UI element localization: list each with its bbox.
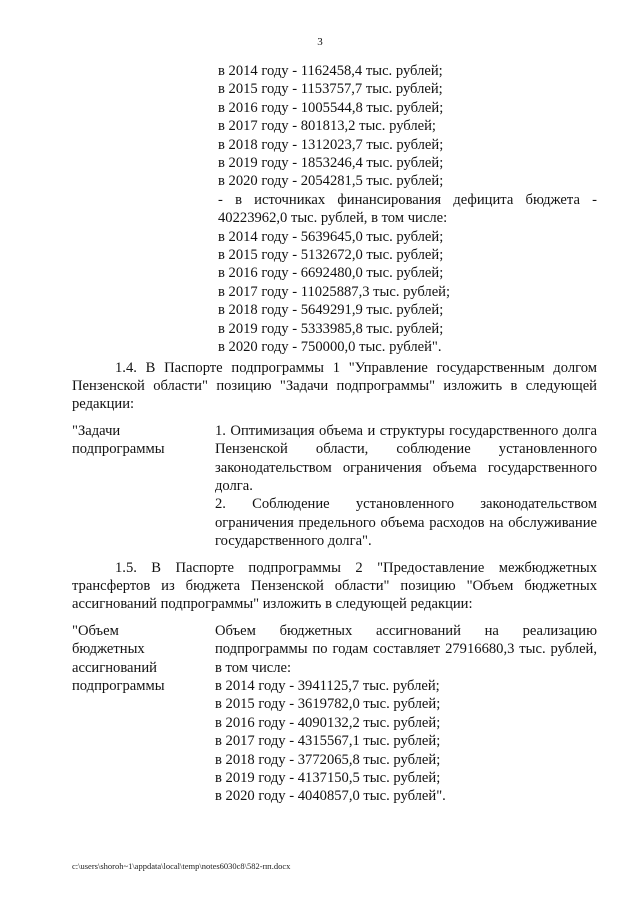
list-item: в 2014 году - 1162458,4 тыс. рублей; <box>218 63 443 79</box>
list-item: в 2017 году - 11025887,3 тыс. рублей; <box>218 283 451 300</box>
list-item: в 2019 году - 4137150,5 тыс. рублей; <box>215 770 441 787</box>
list-item: в 2018 году - 3772065,8 тыс. рублей; <box>215 751 441 768</box>
list-item: в 2016 году - 6692480,0 тыс. рублей; <box>218 265 444 282</box>
label-line: "Объем <box>72 622 119 639</box>
list-item: в 2015 году - 3619782,0 тыс. рублей; <box>215 696 441 713</box>
list-item: в 2020 году - 2054281,5 тыс. рублей; <box>218 173 444 190</box>
list-item: в 2016 году - 4090132,2 тыс. рублей; <box>215 714 441 731</box>
page-number: 3 <box>317 36 323 48</box>
volume-table <box>72 622 597 806</box>
list-item: в 2014 году - 3941125,7 тыс. рублей; <box>215 678 440 694</box>
list-item: в 2015 году - 1153757,7 тыс. рублей; <box>218 81 443 98</box>
label-line: "Задачи <box>72 422 121 439</box>
list-item: в 2020 году - 750000,0 тыс. рублей". <box>218 339 442 356</box>
list-item: в 2018 году - 1312023,7 тыс. рублей; <box>218 136 444 153</box>
tasks-table <box>72 422 597 551</box>
list-item: в 2017 году - 4315567,1 тыс. рублей; <box>215 733 441 750</box>
list-item: в 2016 году - 1005544,8 тыс. рублей; <box>218 99 444 116</box>
list-item: в 2018 году - 5649291,9 тыс. рублей; <box>218 302 444 319</box>
list-item: в 2019 году - 5333985,8 тыс. рублей; <box>218 320 444 337</box>
funding-years-list-1 <box>72 62 597 357</box>
paragraph-1-4: 1.4. В Паспорте подпрограммы 1 "Управление государственным долгом Пензенской области" позицию "Задачи подпрограммы" изложить в следующей редакции: <box>72 359 597 413</box>
volume-intro: Объем бюджетных ассигнований на реализацию подпрограммы по годам составляет 27916680,3 тыс. рублей, в том числе: <box>215 622 597 676</box>
list-item: в 2014 году - 5639645,0 тыс. рублей; <box>218 228 444 245</box>
file-path-footer: c:\users\shoroh~1\appdata\local\temp\notes6030c8\582-пп.docx <box>72 861 291 871</box>
label-line: подпрограммы <box>72 678 165 694</box>
volume-value <box>215 622 597 806</box>
task-item-1: 1. Оптимизация объема и структуры государственного долга Пензенской области, соблюдение установленного законодательством ограничения объема государственного долга. <box>215 422 597 494</box>
list-item: в 2017 году - 801813,2 тыс. рублей; <box>218 118 436 135</box>
tasks-label <box>72 422 215 551</box>
task-item-2: 2. Соблюдение установленного законодательством ограничения предельного объема расходов на обслуживание государственного долга". <box>215 496 597 550</box>
volume-label <box>72 622 215 806</box>
list-item: в 2015 году - 5132672,0 тыс. рублей; <box>218 247 444 264</box>
list-item: в 2020 году - 4040857,0 тыс. рублей". <box>215 788 446 805</box>
list-item: в 2019 году - 1853246,4 тыс. рублей; <box>218 155 444 172</box>
paragraph-1-5: 1.5. В Паспорте подпрограммы 2 "Предоставление межбюджетных трансфертов из бюджета Пензенской области" позицию "Объем бюджетных ассигнований подпрограммы" изложить в следующей редакции: <box>72 559 597 613</box>
document-body <box>72 62 597 806</box>
label-line: бюджетных <box>72 641 145 658</box>
deficit-sources-text: - в источниках финансирования дефицита бюджета - 40223962,0 тыс. рублей, в том числе: <box>218 191 597 227</box>
tasks-value <box>215 422 597 551</box>
label-line: подпрограммы <box>72 441 165 458</box>
label-line: ассигнований <box>72 659 157 676</box>
